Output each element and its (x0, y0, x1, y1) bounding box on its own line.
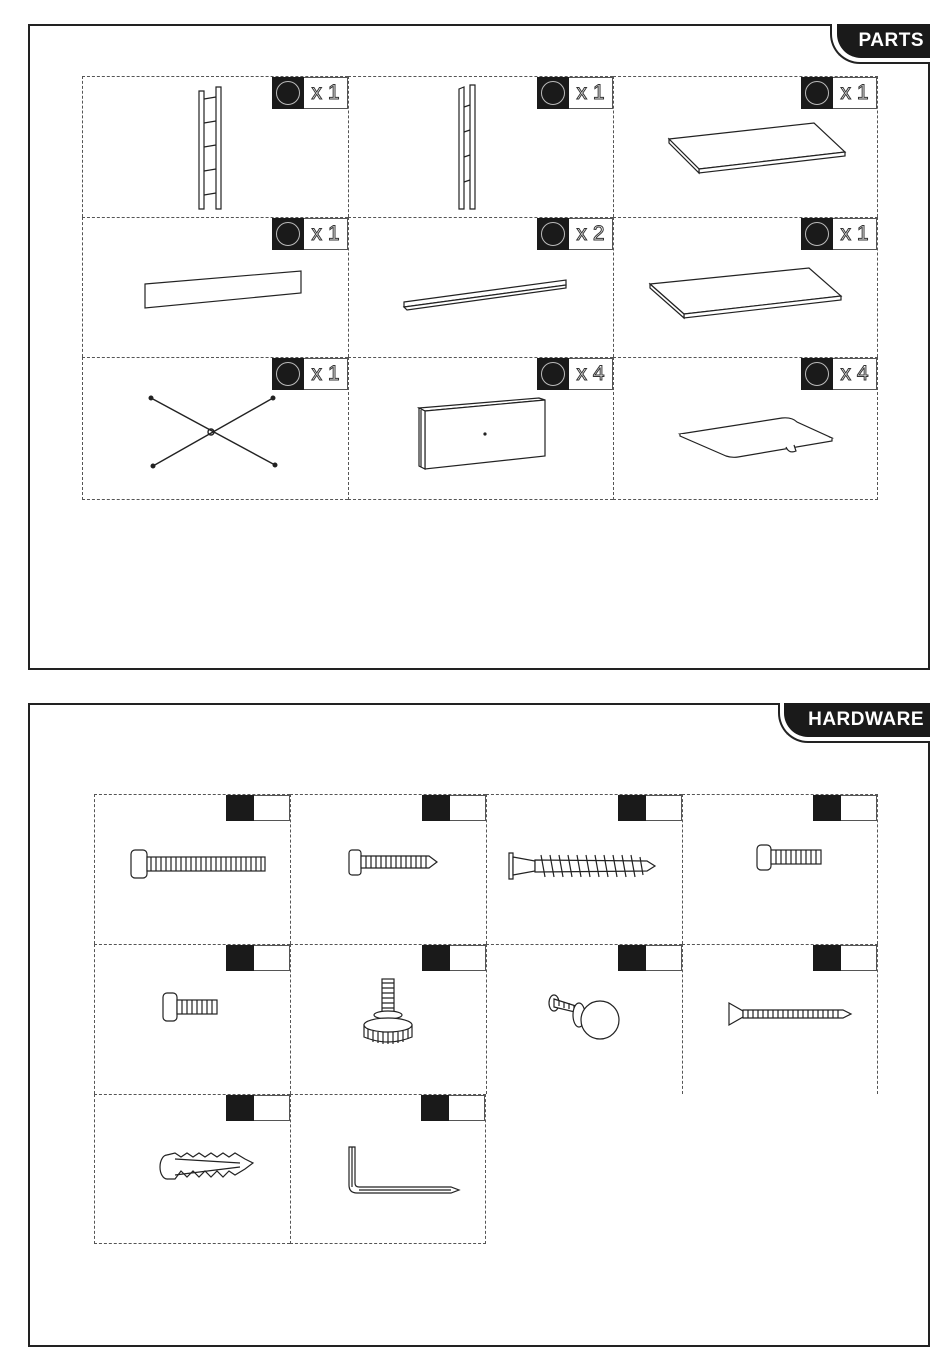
qty-label: x 1 (304, 358, 348, 390)
hw-cell-cam-dowel (486, 794, 682, 944)
qty-badge (801, 218, 877, 250)
hardware-id-badge (422, 945, 486, 971)
part-id-circle (276, 81, 300, 105)
hardware-panel (28, 703, 930, 1347)
qty-label: x 1 (833, 218, 877, 250)
qty-badge (537, 218, 613, 250)
part-id-circle (541, 81, 565, 105)
part-id-circle (276, 362, 300, 386)
qty-badge (801, 358, 877, 390)
part-cell-back-rail (82, 217, 348, 357)
part-id-circle (805, 362, 829, 386)
hw-cell-countersunk-screw (682, 944, 878, 1094)
part-id-circle (541, 222, 565, 246)
qty-label: x 1 (304, 218, 348, 250)
hardware-id-badge (618, 945, 682, 971)
hw-cell-wall-anchor (94, 1094, 290, 1244)
hw-cell-long-bolt (94, 794, 290, 944)
qty-badge (537, 77, 613, 109)
parts-tab: PARTS (837, 24, 930, 58)
qty-badge (272, 218, 348, 250)
part-id-circle (276, 222, 300, 246)
part-cell-drawer-block (348, 357, 613, 500)
part-cell-shelf-panel (613, 217, 878, 357)
qty-label: x 1 (569, 77, 613, 109)
hardware-id-badge (421, 1095, 485, 1121)
part-id-circle (805, 222, 829, 246)
hardware-tab: HARDWARE (784, 703, 930, 737)
hardware-grid (94, 794, 878, 1244)
part-cell-cross-brace (82, 357, 348, 500)
part-id-circle (805, 81, 829, 105)
part-id-circle (541, 362, 565, 386)
qty-label: x 2 (569, 218, 613, 250)
hw-cell-short-bolt (682, 794, 878, 944)
qty-label: x 1 (304, 77, 348, 109)
qty-badge (801, 77, 877, 109)
parts-panel (28, 24, 930, 670)
qty-label: x 4 (569, 358, 613, 390)
part-cell-top-panel (613, 76, 878, 217)
qty-badge (272, 358, 348, 390)
hardware-id-badge (226, 1095, 290, 1121)
qty-badge (272, 77, 348, 109)
part-cell-bracket-plate (613, 357, 878, 500)
hw-cell-allen-key (290, 1094, 486, 1244)
hardware-id-badge (422, 795, 486, 821)
hardware-id-badge (813, 945, 877, 971)
hw-cell-wood-screw (290, 794, 486, 944)
hardware-id-badge (813, 795, 877, 821)
hw-cell-mini-bolt (94, 944, 290, 1094)
part-cell-ladder-left (82, 76, 348, 217)
hardware-id-badge (226, 795, 290, 821)
hardware-id-badge (226, 945, 290, 971)
qty-label: x 4 (833, 358, 877, 390)
hw-cell-knob (486, 944, 682, 1094)
parts-grid (82, 76, 878, 500)
hardware-id-badge (618, 795, 682, 821)
part-cell-support-bar (348, 217, 613, 357)
qty-label: x 1 (833, 77, 877, 109)
hw-cell-leveling-foot (290, 944, 486, 1094)
part-cell-ladder-right (348, 76, 613, 217)
qty-badge (537, 358, 613, 390)
